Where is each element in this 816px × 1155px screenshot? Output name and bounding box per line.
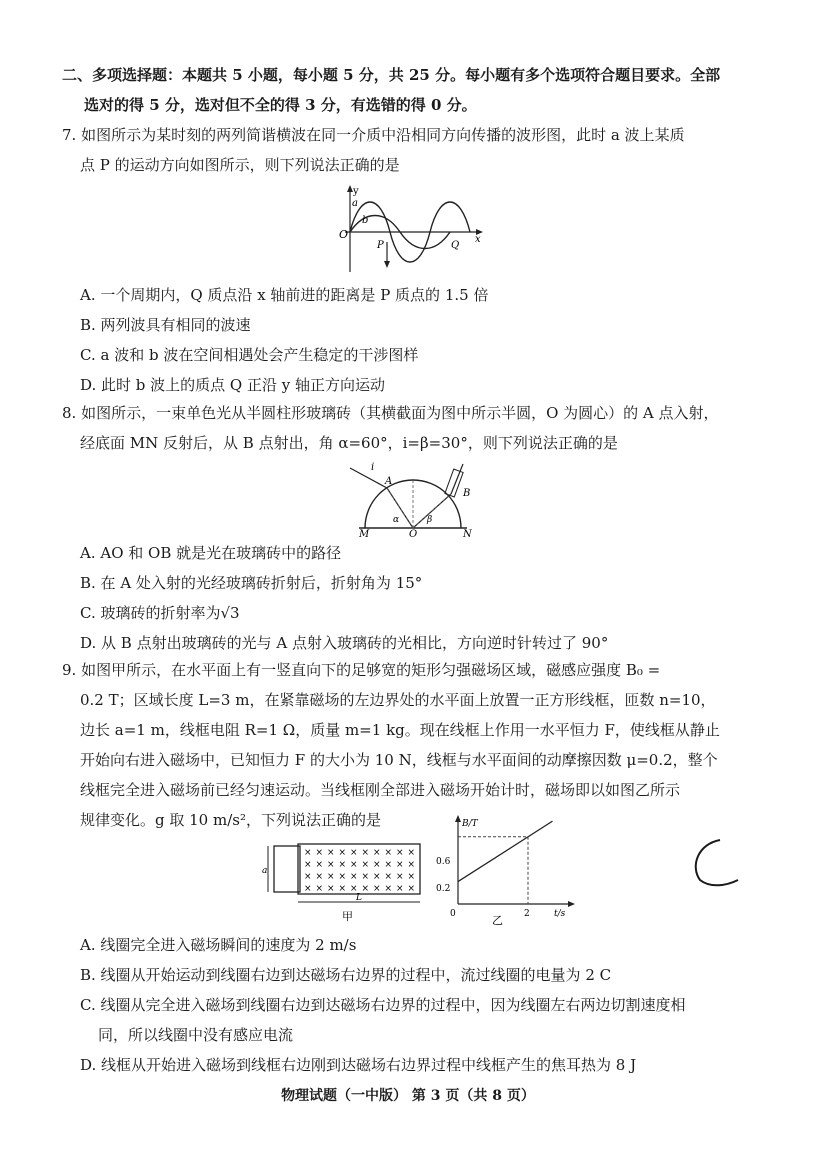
q8-option-b: B. 在 A 处入射的光经玻璃砖折射后，折射角为 15° [80, 574, 423, 592]
field-cross: × [304, 884, 312, 894]
question-9-stem [62, 655, 774, 835]
fig9-xtick-2: 2 [524, 909, 530, 919]
section-heading [62, 60, 762, 120]
field-cross: × [338, 848, 347, 858]
field-cross: × [338, 884, 347, 894]
q8-semicircle-figure [345, 456, 480, 538]
field-cross: × [384, 884, 393, 894]
field-cross: × [361, 860, 370, 870]
fig8-label-a: A [385, 476, 393, 487]
b-t-line [458, 821, 553, 881]
fig7-x-label: x [475, 234, 481, 245]
question-8-options [62, 538, 774, 658]
q9-option-a: A. 线圈完全进入磁场瞬间的速度为 2 m/s [80, 936, 357, 954]
field-cross: × [350, 872, 358, 882]
q9-option-b: B. 线圈从开始运动到线圈右边到达磁场右边界的过程中，流过线圈的电量为 2 C [80, 966, 612, 984]
field-cross: × [384, 872, 393, 882]
fig7-label-b: b [362, 215, 369, 226]
q9-stem-line-1: 9. 如图甲所示，在水平面上有一竖直向下的足够宽的矩形匀强磁场区域，磁感应强度 B₀ = [62, 661, 661, 679]
question-9-options [62, 930, 774, 1080]
field-cross: × [327, 884, 335, 894]
field-cross: × [350, 884, 358, 894]
field-cross: × [338, 860, 347, 870]
q7-wave-figure [335, 182, 485, 277]
fig7-origin: O [339, 228, 349, 241]
field-cross: × [373, 872, 381, 882]
field-cross: × [361, 884, 370, 894]
field-cross: × [304, 848, 312, 858]
field-cross: × [315, 860, 324, 870]
handwritten-stroke [680, 836, 750, 896]
page-footer: 物理试题（一中版） 第 3 页（共 8 页） [281, 1088, 535, 1104]
field-cross: × [373, 848, 381, 858]
q7-stem-line-2: 点 P 的运动方向如图所示，则下列说法正确的是 [80, 156, 400, 174]
field-cross: × [384, 848, 393, 858]
field-cross: × [315, 848, 324, 858]
fig8-label-m: M [359, 529, 370, 538]
fig8-label-alpha: α [393, 515, 400, 525]
field-cross: × [327, 848, 335, 858]
fig9-label-l: L [356, 893, 362, 903]
fig7-label-q: Q [451, 240, 460, 251]
fig8-label-i: i [371, 462, 375, 473]
q9-stem-line-5: 线框完全进入磁场前已经匀速运动。当线框刚全部进入磁场开始计时，磁场即以如图乙所示 [80, 781, 681, 799]
fig8-label-o: O [409, 529, 418, 538]
q9-stem-line-4: 开始向右进入磁场中，已知恒力 F 的大小为 10 N，线框与水平面间的动摩擦因数 μ=0.2，整个 [80, 751, 718, 769]
field-cross: × [361, 872, 370, 882]
fig9-label-a: a [262, 866, 268, 876]
fig9-origin: 0 [450, 909, 456, 919]
fig8-label-b: B [463, 488, 471, 499]
fig8-label-beta: β [427, 515, 433, 525]
field-cross: × [407, 860, 416, 870]
fig9-ytick-0.6: 0.6 [436, 857, 451, 867]
fig9-ylabel: B/T [462, 819, 478, 829]
field-cross: × [304, 872, 312, 882]
q8-stem-line-1: 8. 如图所示，一束单色光从半圆柱形玻璃砖（其横截面为图中所示半圆，O 为圆心）的 A 点入射， [62, 404, 719, 422]
q9-option-c: C. 线圈从完全进入磁场到线圈右边到达磁场右边界的过程中，因为线圈左右两边切割速度相 [80, 996, 686, 1014]
field-cross: × [327, 860, 335, 870]
fig7-label-a: a [352, 198, 358, 209]
q9-stem-line-6: 规律变化。g 取 10 m/s²，下列说法正确的是 [80, 811, 381, 829]
field-cross: × [396, 848, 404, 858]
q9-figure-jia [262, 840, 427, 925]
field-cross: × [327, 872, 335, 882]
field-cross: × [396, 872, 404, 882]
field-cross: × [407, 872, 416, 882]
q9-figure-yi [432, 812, 582, 927]
section-line-2: 选对的得 5 分，选对但不全的得 3 分，有选错的得 0 分。 [84, 96, 477, 114]
q7-stem-line-1: 7. 如图所示为某时刻的两列简谐横波在同一介质中沿相同方向传播的波形图，此时 a 波上某质 [62, 126, 685, 144]
fig-jia-caption: 甲 [342, 910, 353, 923]
fig8-label-n: N [463, 529, 472, 538]
fig7-label-p: P [377, 240, 384, 251]
field-cross: × [407, 884, 416, 894]
q7-option-b: B. 两列波具有相同的波速 [80, 316, 251, 334]
field-cross: × [407, 848, 416, 858]
q9-stem-line-2: 0.2 T；区域长度 L=3 m，在紧靠磁场的左边界处的水平面上放置一正方形线框，匝数 n=10， [80, 691, 716, 709]
fig9-xlabel: t/s [554, 909, 566, 919]
q8-option-a: A. AO 和 OB 就是光在玻璃砖中的路径 [80, 544, 342, 562]
field-cross: × [361, 848, 370, 858]
field-cross: × [396, 860, 404, 870]
incident-ray [350, 468, 387, 488]
square-coil [274, 846, 300, 892]
b-t-plot [458, 821, 553, 904]
q8-stem-line-2: 经底面 MN 反射后，从 B 点射出，角 α=60°，i=β=30°，则下列说法正确的是 [80, 434, 618, 452]
exit-beam-hatch [445, 469, 463, 497]
q7-option-d: D. 此时 b 波上的质点 Q 正沿 y 轴正方向运动 [80, 376, 386, 394]
question-8-stem [62, 398, 774, 458]
q8-option-d: D. 从 B 点射出玻璃砖的光与 A 点射入玻璃砖的光相比，方向逆时针转过了 90° [80, 634, 609, 652]
field-cross: × [315, 884, 324, 894]
field-cross: × [373, 860, 381, 870]
q9-option-d: D. 线框从开始进入磁场到线框右边刚到达磁场右边界过程中线框产生的焦耳热为 8 J [80, 1056, 637, 1074]
field-cross: × [384, 860, 393, 870]
section-line-1: 二、多项选择题：本题共 5 小题，每小题 5 分，共 25 分。每小题有多个选项符合题目要求。全部 [62, 66, 721, 84]
fig-yi-caption: 乙 [492, 914, 503, 927]
field-cross: × [338, 872, 347, 882]
fig9-ytick-0.2: 0.2 [436, 884, 451, 894]
field-cross: × [304, 860, 312, 870]
field-cross: × [396, 884, 404, 894]
q7-option-c: C. a 波和 b 波在空间相遇处会产生稳定的干涉图样 [80, 346, 419, 364]
question-7-options [62, 280, 774, 400]
field-cross: × [315, 872, 324, 882]
q9-option-c-cont: 同，所以线圈中没有感应电流 [98, 1026, 294, 1044]
q8-option-c: C. 玻璃砖的折射率为√3 [80, 604, 240, 622]
question-7-stem [62, 120, 774, 180]
field-cross: × [350, 848, 358, 858]
fig7-y-label: y [353, 186, 359, 197]
field-cross: × [350, 860, 358, 870]
field-cross: × [373, 884, 381, 894]
q9-stem-line-3: 边长 a=1 m，线框电阻 R=1 Ω，质量 m=1 kg。现在线框上作用一水平恒力 F，使线框从静止 [80, 721, 720, 739]
q7-option-a: A. 一个周期内，Q 质点沿 x 轴前进的距离是 P 质点的 1.5 倍 [80, 286, 489, 304]
field-crosses [304, 848, 415, 894]
